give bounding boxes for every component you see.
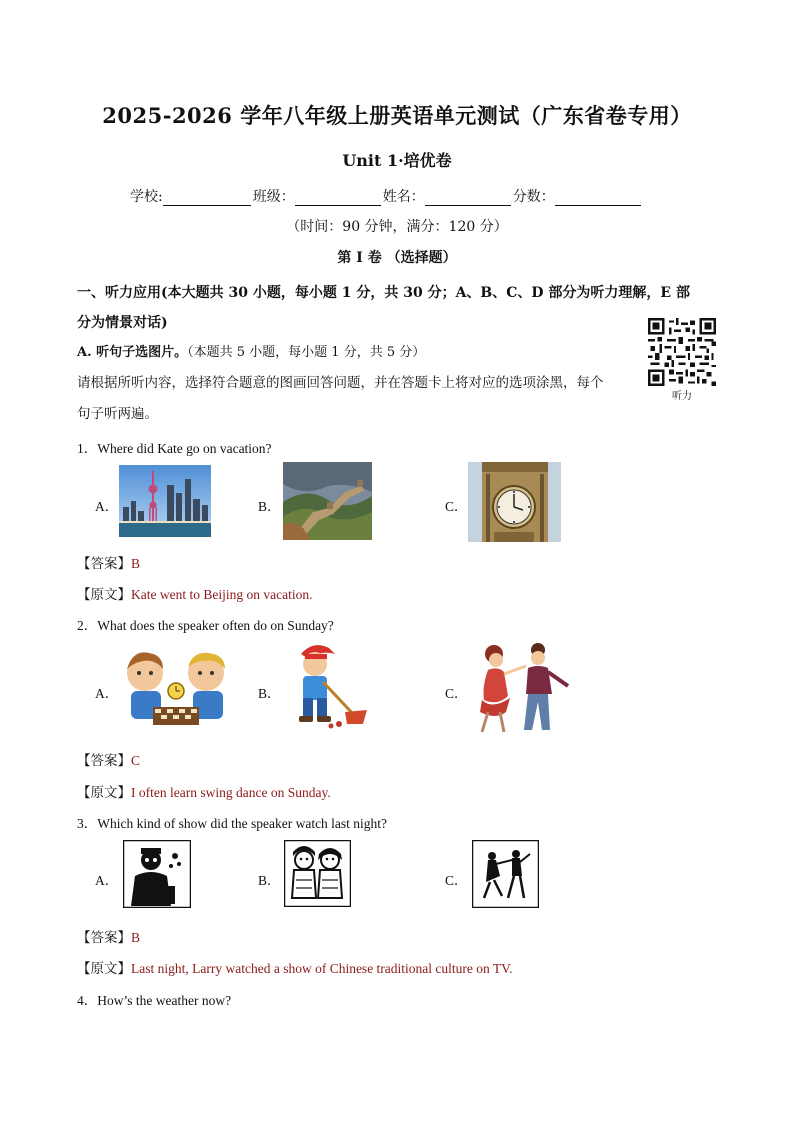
- q1-answer: [77, 552, 140, 572]
- score-blank[interactable]: [555, 191, 641, 206]
- transcript-tag: 【原文】: [77, 587, 131, 602]
- q2-option-b-label[interactable]: B．: [258, 686, 281, 701]
- subsection-note: （本题共 5 小题，每小题 1 分，共 5 分）: [187, 345, 426, 360]
- great-wall-image[interactable]: [283, 462, 372, 540]
- q2-answer-value: C: [131, 753, 141, 768]
- q2-option-c-label[interactable]: C．: [445, 686, 468, 701]
- q1-transcript: [77, 583, 312, 603]
- question-3: 3．Which kind of show did the speaker watch last night?: [77, 816, 388, 831]
- section-heading-line2: 分为情景对话): [77, 315, 168, 331]
- question-1: 1．Where did Kate go on vacation?: [77, 441, 272, 456]
- answer-tag: 【答案】: [77, 930, 131, 945]
- magician-silhouette-image[interactable]: [123, 840, 191, 908]
- section-heading-line1: 一、听力应用(本大题共 30 小题，每小题 1 分，共 30 分；A、B、C、D 部分为听力理解，E 部: [77, 285, 690, 301]
- answer-tag: 【答案】: [77, 753, 131, 768]
- q1-option-c-label[interactable]: C．: [445, 499, 468, 514]
- q1-option-b-label[interactable]: B．: [258, 499, 281, 514]
- question-2: 2．What does the speaker often do on Sunday?: [77, 618, 334, 633]
- time-limit: （时间：90 分钟，满分：120 分）: [286, 219, 508, 235]
- question-4: 4．How’s the weather now?: [77, 993, 232, 1008]
- q3-transcript: [77, 957, 513, 977]
- transcript-tag: 【原文】: [77, 785, 131, 800]
- exam-title: 2025-2026 学年八年级上册英语单元测试（广东省卷专用）: [102, 103, 692, 128]
- q3-transcript-text: Last night, Larry watched a show of Chinese traditional culture on TV.: [131, 961, 513, 976]
- name-label: 姓名：: [382, 189, 425, 205]
- swing-dance-couple-image[interactable]: [468, 640, 578, 735]
- q3-option-c-label[interactable]: C．: [445, 873, 468, 888]
- instructions-line2: 句子听两遍。: [77, 406, 158, 422]
- q1-option-a-label[interactable]: A．: [95, 499, 119, 514]
- school-label: 学校:: [130, 189, 163, 205]
- instructions: [77, 368, 627, 430]
- answer-tag: 【答案】: [77, 556, 131, 571]
- q3-option-a-label[interactable]: A．: [95, 873, 119, 888]
- exam-subtitle: Unit 1·培优卷: [342, 151, 452, 170]
- instructions-line1: 请根据所听内容，选择符合题意的图画回答问题，并在答题卡上将对应的选项涂黑，每个: [77, 375, 604, 391]
- subsection-label: A. 听句子选图片。: [77, 345, 188, 360]
- transcript-tag: 【原文】: [77, 961, 131, 976]
- kids-playing-checkers-image[interactable]: [119, 645, 234, 729]
- q1-transcript-text: Kate went to Beijing on vacation.: [131, 587, 313, 602]
- q2-transcript-text: I often learn swing dance on Sunday.: [131, 785, 331, 800]
- class-blank[interactable]: [295, 191, 381, 206]
- section-heading: [77, 278, 719, 338]
- q3-option-b-label[interactable]: B．: [258, 873, 281, 888]
- score-label: 分数：: [512, 189, 555, 205]
- q2-transcript: [77, 781, 331, 801]
- qr-code-icon[interactable]: [647, 318, 717, 386]
- q3-answer: [77, 926, 140, 946]
- q2-answer: [77, 749, 140, 769]
- shanghai-skyline-image[interactable]: [119, 465, 211, 537]
- part-title: 第 I 卷 （选择题）: [337, 250, 457, 266]
- q3-answer-value: B: [131, 930, 141, 945]
- class-label: 班级：: [252, 189, 295, 205]
- opera-figures-image[interactable]: [284, 840, 351, 907]
- q2-option-a-label[interactable]: A．: [95, 686, 119, 701]
- student-info-line: [130, 186, 643, 206]
- qr-label: 听力: [672, 391, 692, 402]
- subsection-heading: [77, 341, 425, 360]
- dancers-silhouette-image[interactable]: [472, 840, 539, 908]
- big-ben-clock-image[interactable]: [468, 462, 561, 542]
- school-blank[interactable]: [163, 191, 251, 206]
- name-blank[interactable]: [425, 191, 511, 206]
- q1-answer-value: B: [131, 556, 141, 571]
- boy-raking-leaves-image[interactable]: [283, 640, 371, 730]
